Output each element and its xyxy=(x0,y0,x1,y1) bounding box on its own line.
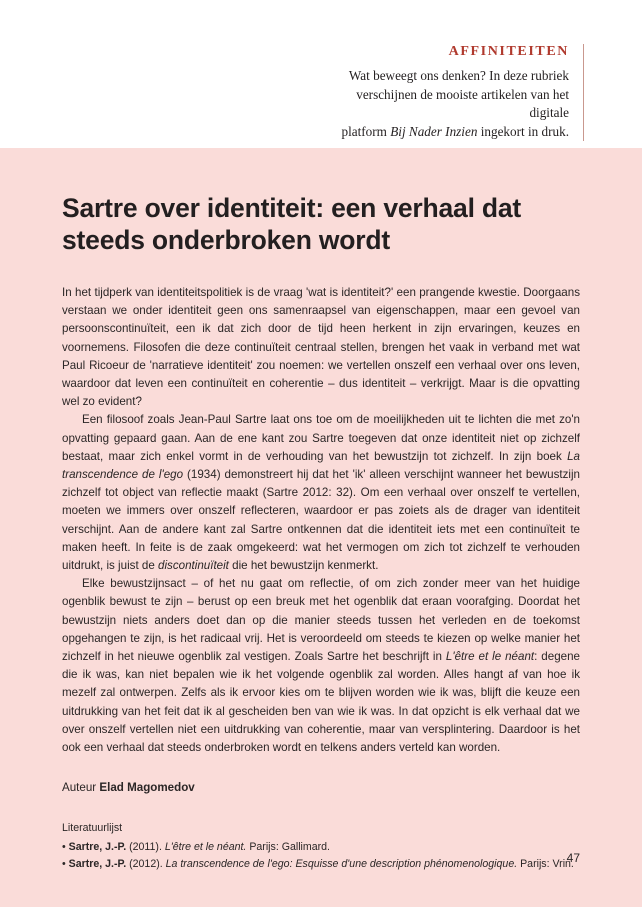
biblio-title: La transcendence de l'ego: Esquisse d'une description phénomenologique. xyxy=(165,858,518,871)
paragraph-2-part-b: (1934) demonstreert hij dat het 'ik' alleen verschijnt wanneer het bewustzijn zichzelf tot object van reflectie maakt (Sartre 2012: 32). Om een verhaal over onszelf te vertellen, moeten we immers over onszelf reflecteren, waardoor er pas zoiets als de drager van identiteit verschijnt. Aan de andere kant zal Sartre ontkennen dat die identiteit iets met een continuïteit te maken heeft. In feite is de zaak omgekeerd: wat het vermogen om zich tot zichzelf te verhouden uitdrukt, is juist de xyxy=(62,468,580,573)
rubric-line-2: verschijnen de mooiste artikelen van het digitale xyxy=(356,86,569,120)
rubric-block xyxy=(316,44,584,141)
book-title-transcendence: La transcendence de l'ego xyxy=(62,449,580,482)
biblio-publisher: Parijs: Vrin. xyxy=(517,858,574,871)
author-name: Elad Magomedov xyxy=(99,781,195,795)
term-discontinuiteit: discontinuïteit xyxy=(158,559,229,573)
biblio-title: L'être et le néant. xyxy=(164,841,247,854)
bibliography-item xyxy=(62,856,580,873)
rubric-title: AFFINITEITEN xyxy=(448,44,569,59)
paragraph-2 xyxy=(62,411,580,575)
bibliography xyxy=(62,820,580,873)
page-header xyxy=(0,0,642,148)
rubric-line-3-prefix: platform xyxy=(341,123,391,139)
bullet-icon: • xyxy=(62,841,69,854)
paragraph-1: In het tijdperk van identiteitspolitiek is de vraag 'wat is identiteit?' een prangende kwestie. Doorgaans verstaan we onder identiteit geen ons samenraapsel van eigenschappen, maar een gevoel van persoonscontinuïteit, een ik dat zich door de tijd heen herkent in zijn ervaringen, keuzes en voornemens. Filosofen die deze continuïteit centraal stellen, brengen het vaak in verband met wat Paul Ricoeur de 'narratieve identiteit' zou noemen: we vertellen onszelf een verhaal over ons leven, waardoor dat leven een continuïteit en coherentie – dus identiteit – verkrijgt. Maar is die opvatting wel zo evident? xyxy=(62,286,580,409)
page-title: Sartre over identiteit: een verhaal dat steeds onderbroken wordt xyxy=(62,193,522,255)
article-text xyxy=(62,284,580,757)
paragraph-3 xyxy=(62,575,580,757)
rubric-description xyxy=(316,67,569,141)
paragraph-2-part-c: die het bewustzijn kenmerkt. xyxy=(228,559,379,573)
biblio-year: (2012). xyxy=(126,858,166,871)
paragraph-2-part-a: Een filosoof zoals Jean-Paul Sartre laat ons toe om de moeilijkheden uit te lichten die met zo'n opvatting gepaard gaan. Aan de ene kant zou Sartre toegeven dat onze identiteit niet op zichzelf bestaat, maar zich enkel vormt in de verhouding van het bewustzijn tot zichzelf. In zijn boek xyxy=(62,413,580,463)
biblio-author: Sartre, J.-P. xyxy=(68,858,127,871)
biblio-year: (2011). xyxy=(126,841,165,854)
biblio-publisher: Parijs: Gallimard. xyxy=(246,841,330,854)
bibliography-heading: Literatuurlijst xyxy=(62,822,123,835)
page-number: 47 xyxy=(566,851,580,865)
rubric-line-1: Wat beweegt ons denken? In deze rubriek xyxy=(348,68,569,83)
paragraph-3-part-b: : degene die ik was, kan niet bepalen wie ik het volgende ogenblik zal worden. Alles hangt af van hoe ik mezelf zal ontwerpen. Zelfs als ik ervoor kies om te blijven worden wie ik was, blijft die keuze een uitdrukking van het feit dat ik al gescheiden ben van wie ik was. In dat opzicht is elk verhaal dat we over onszelf vertellen niet een uitdrukking van coherentie, maar van versplintering. Daardoor is het ook een verhaal dat steeds onderbroken wordt en telkens anders verteld kan worden. xyxy=(62,650,580,755)
author-line xyxy=(62,781,580,794)
author-label: Auteur xyxy=(62,781,100,795)
rubric-platform-name: Bij Nader Inzien xyxy=(390,123,478,139)
bullet-icon: • xyxy=(62,858,69,871)
article-body xyxy=(0,148,642,907)
bibliography-item xyxy=(62,839,580,856)
biblio-author: Sartre, J.-P. xyxy=(68,841,127,854)
book-title-etre-neant: L'être et le néant xyxy=(445,650,535,664)
rubric-line-3-suffix: ingekort in druk. xyxy=(477,123,569,139)
paragraph-3-part-a: Elke bewustzijnsact – of het nu gaat om reflectie, of om zich zonder meer van het huidige ogenblik bewust te zijn – berust op een breuk met het ogenblik dat eraan voorafging. Doordat het bewustzijn niets anders doet dan op die manier steeds tussen het verleden en de toekomst opgehangen te zijn, is het radicaal vrij. Het is veroordeeld om steeds te kiezen op welke manier het zichzelf in het nieuwe ogenblik zal vestigen. Zoals Sartre het beschrijft in xyxy=(62,577,580,664)
